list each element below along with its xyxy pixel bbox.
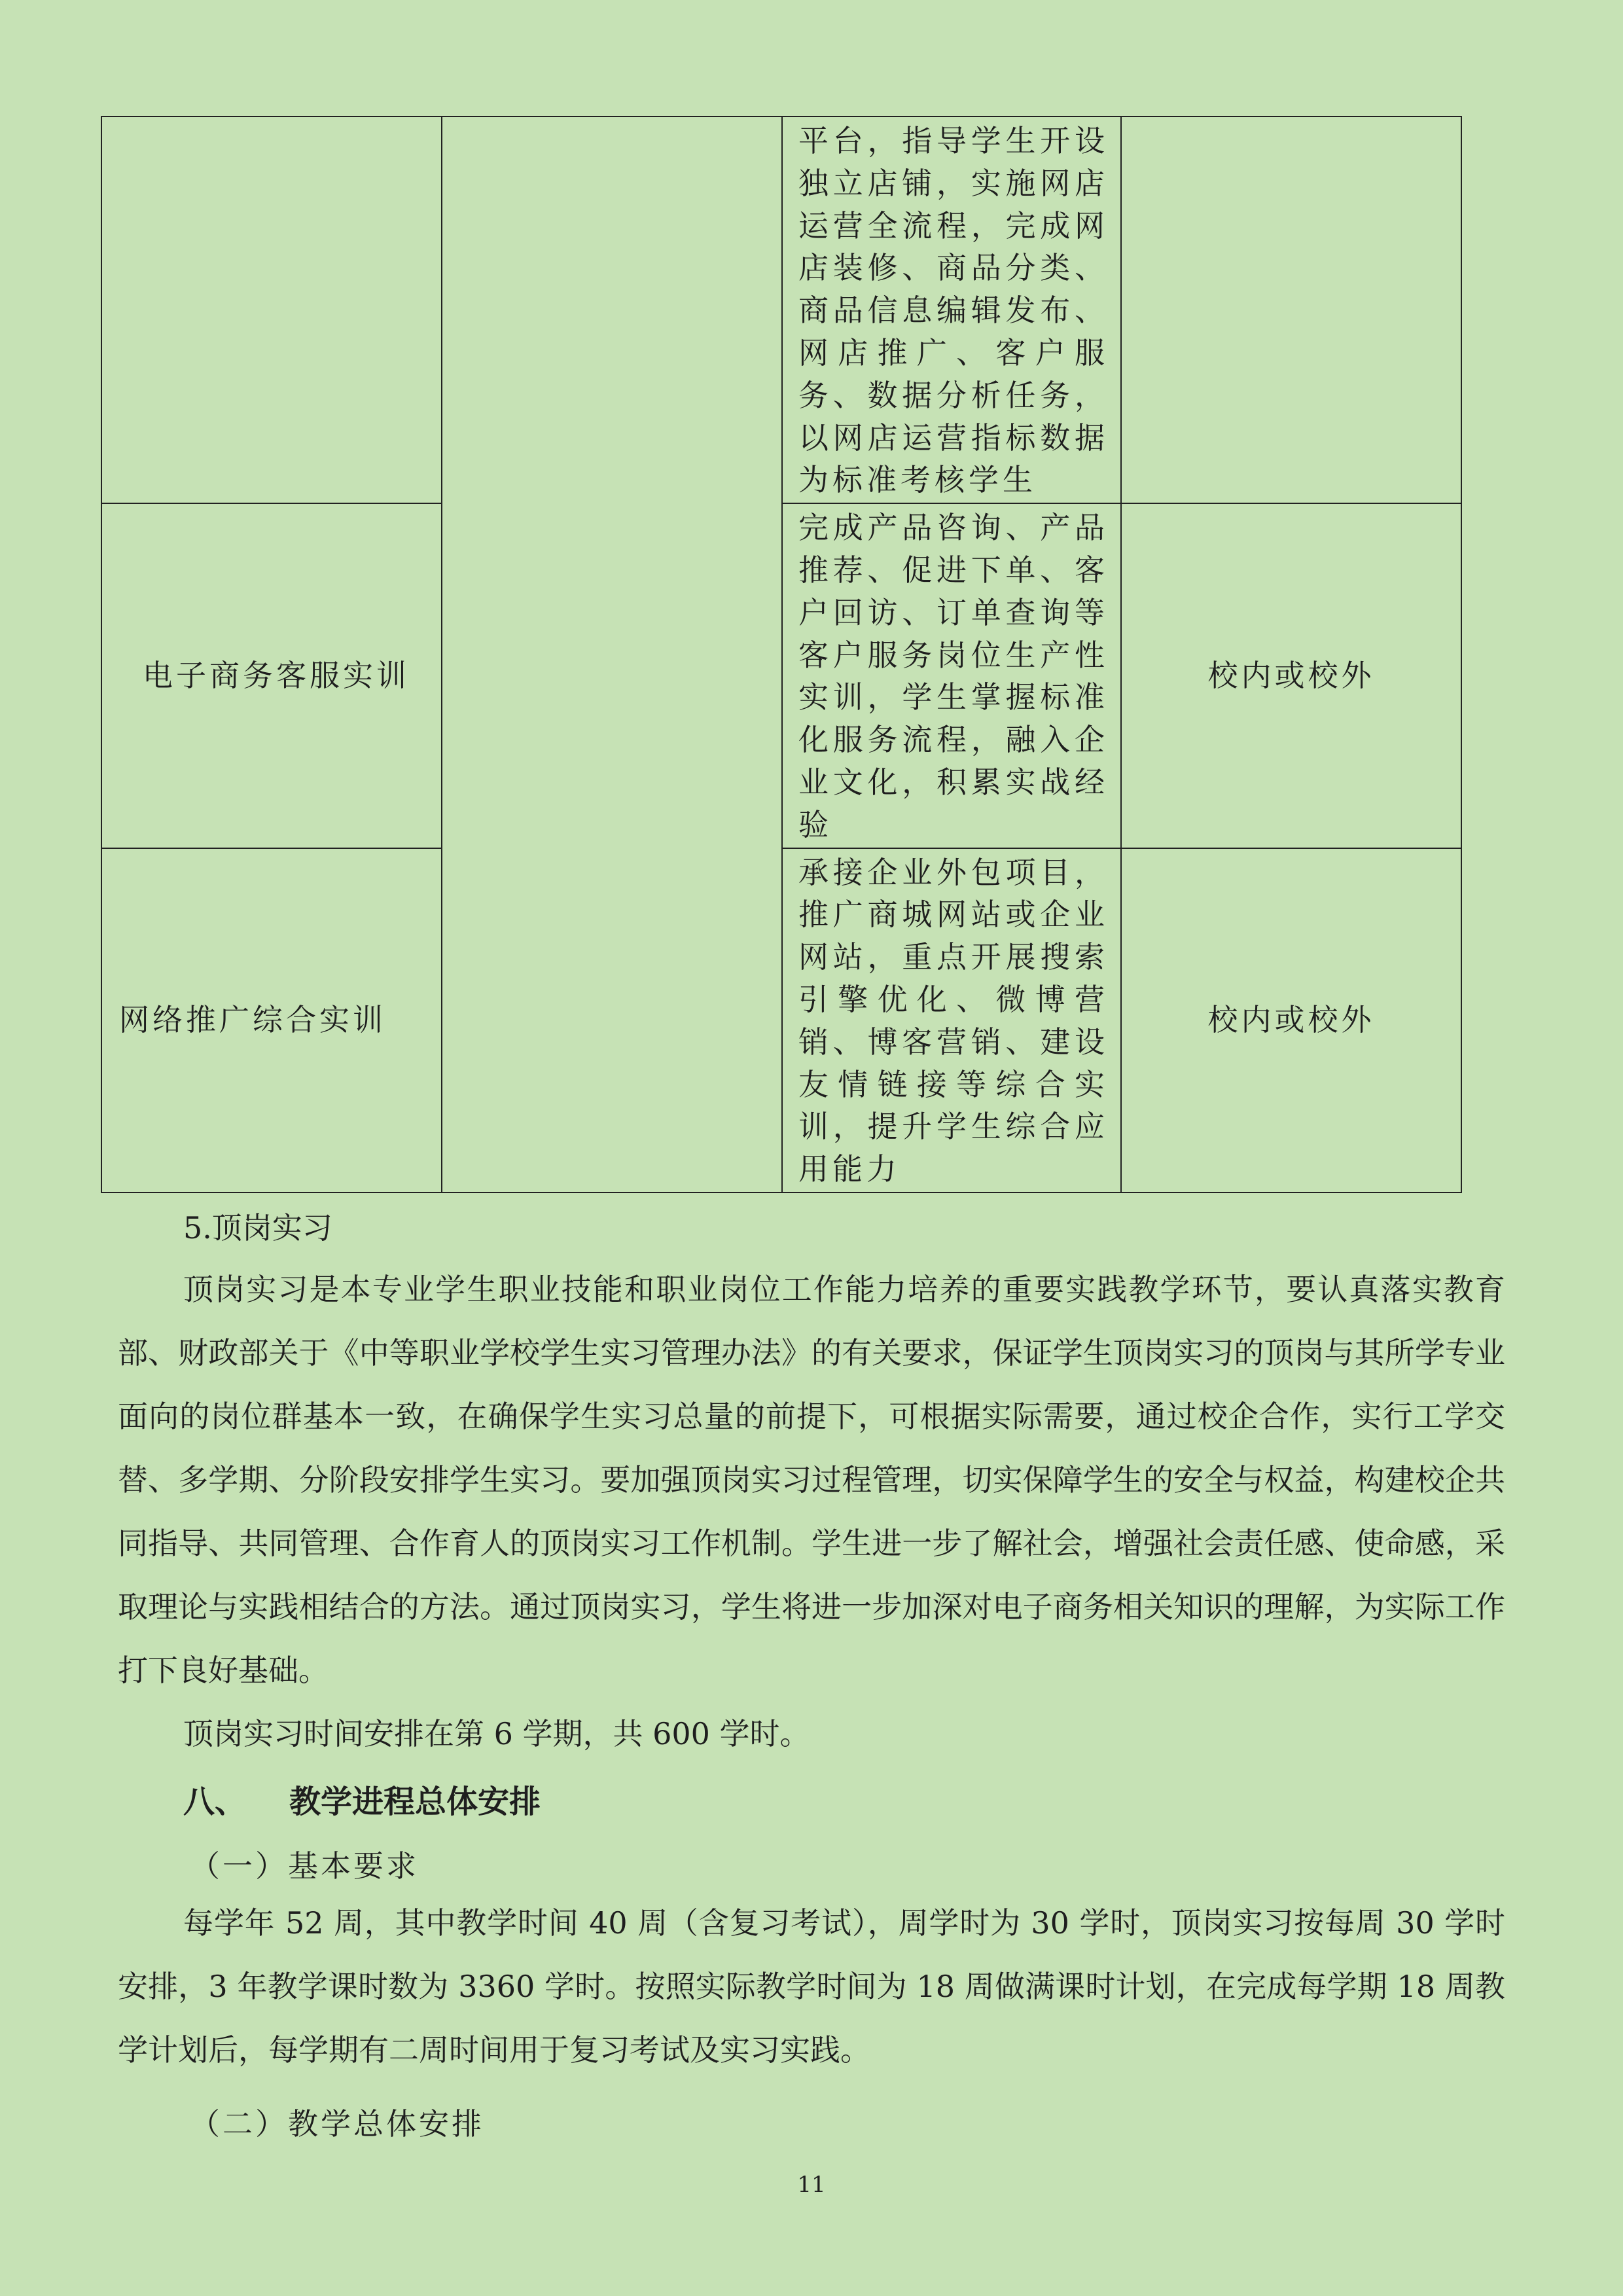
training-place: 校内或校外 [1121, 848, 1461, 1193]
internship-schedule: 顶岗实习时间安排在第 6 学期，共 600 学时。 [183, 1716, 810, 1751]
training-place: 校内或校外 [1121, 503, 1461, 848]
section-8-number: 八、 [183, 1784, 247, 1820]
training-table [101, 116, 1462, 1193]
training-name: 电子商务客服实训 [143, 657, 410, 693]
table-row [101, 117, 1461, 503]
subsection-overall-arrangement: （二）教学总体安排 [190, 2106, 484, 2142]
training-name-cell [101, 117, 442, 503]
training-name-cell [101, 503, 442, 848]
page-number: 11 [797, 2172, 826, 2198]
training-name-cell [101, 848, 442, 1193]
training-content: 完成产品咨询、产品推荐、促进下单、客户回访、订单查询等客户服务岗位生产性实训，学生掌握标准化服务流程，融入企业文化，积累实战经验 [782, 503, 1121, 848]
subsection-basic-requirements: （一）基本要求 [190, 1848, 419, 1884]
training-content: 承接企业外包项目，推广商城网站或企业网站，重点开展搜索引擎优化、微博营销、博客营销、建设友情链接等综合实训，提升学生综合应用能力 [782, 848, 1121, 1193]
section-8-title [183, 1776, 541, 1821]
basic-requirements-paragraph: 每学年 52 周，其中教学时间 40 周（含复习考试），周学时为 30 学时，顶岗实习按每周 30 学时安排，3 年教学课时数为 3360 学时。按照实际教学时间为 18 周做满课时计划，在完成每学期 18 周教学计划后，每学期有二周时间用于复习考试及实习实践。 [118, 1905, 1505, 2068]
training-content: 平台，指导学生开设独立店铺，实施网店运营全流程，完成网店装修、商品分类、商品信息编辑发布、网店推广、客户服务、数据分析任务，以网店运营指标数据为标准考核学生 [782, 117, 1121, 503]
internship-paragraph: 顶岗实习是本专业学生职业技能和职业岗位工作能力培养的重要实践教学环节，要认真落实教育部、财政部关于《中等职业学校学生实习管理办法》的有关要求，保证学生顶岗实习的顶岗与其所学专业面向的岗位群基本一致，在确保学生实习总量的前提下，可根据实际需要，通过校企合作，实行工学交替、多学期、分阶段安排学生实习。要加强顶岗实习过程管理，切实保障学生的安全与权益，构建校企共同指导、共同管理、合作育人的顶岗实习工作机制。学生进一步了解社会，增强社会责任感、使命感，采取理论与实践相结合的方法。通过顶岗实习，学生将进一步加深对电子商务相关知识的理解，为实际工作打下良好基础。 [118, 1272, 1505, 1688]
training-name: 网络推广综合实训 [119, 1002, 386, 1038]
merged-empty-cell [442, 117, 782, 1193]
training-place [1121, 117, 1461, 503]
section-8-title-text: 教学进程总体安排 [289, 1784, 541, 1820]
internship-heading: 5.顶岗实习 [183, 1210, 332, 1246]
